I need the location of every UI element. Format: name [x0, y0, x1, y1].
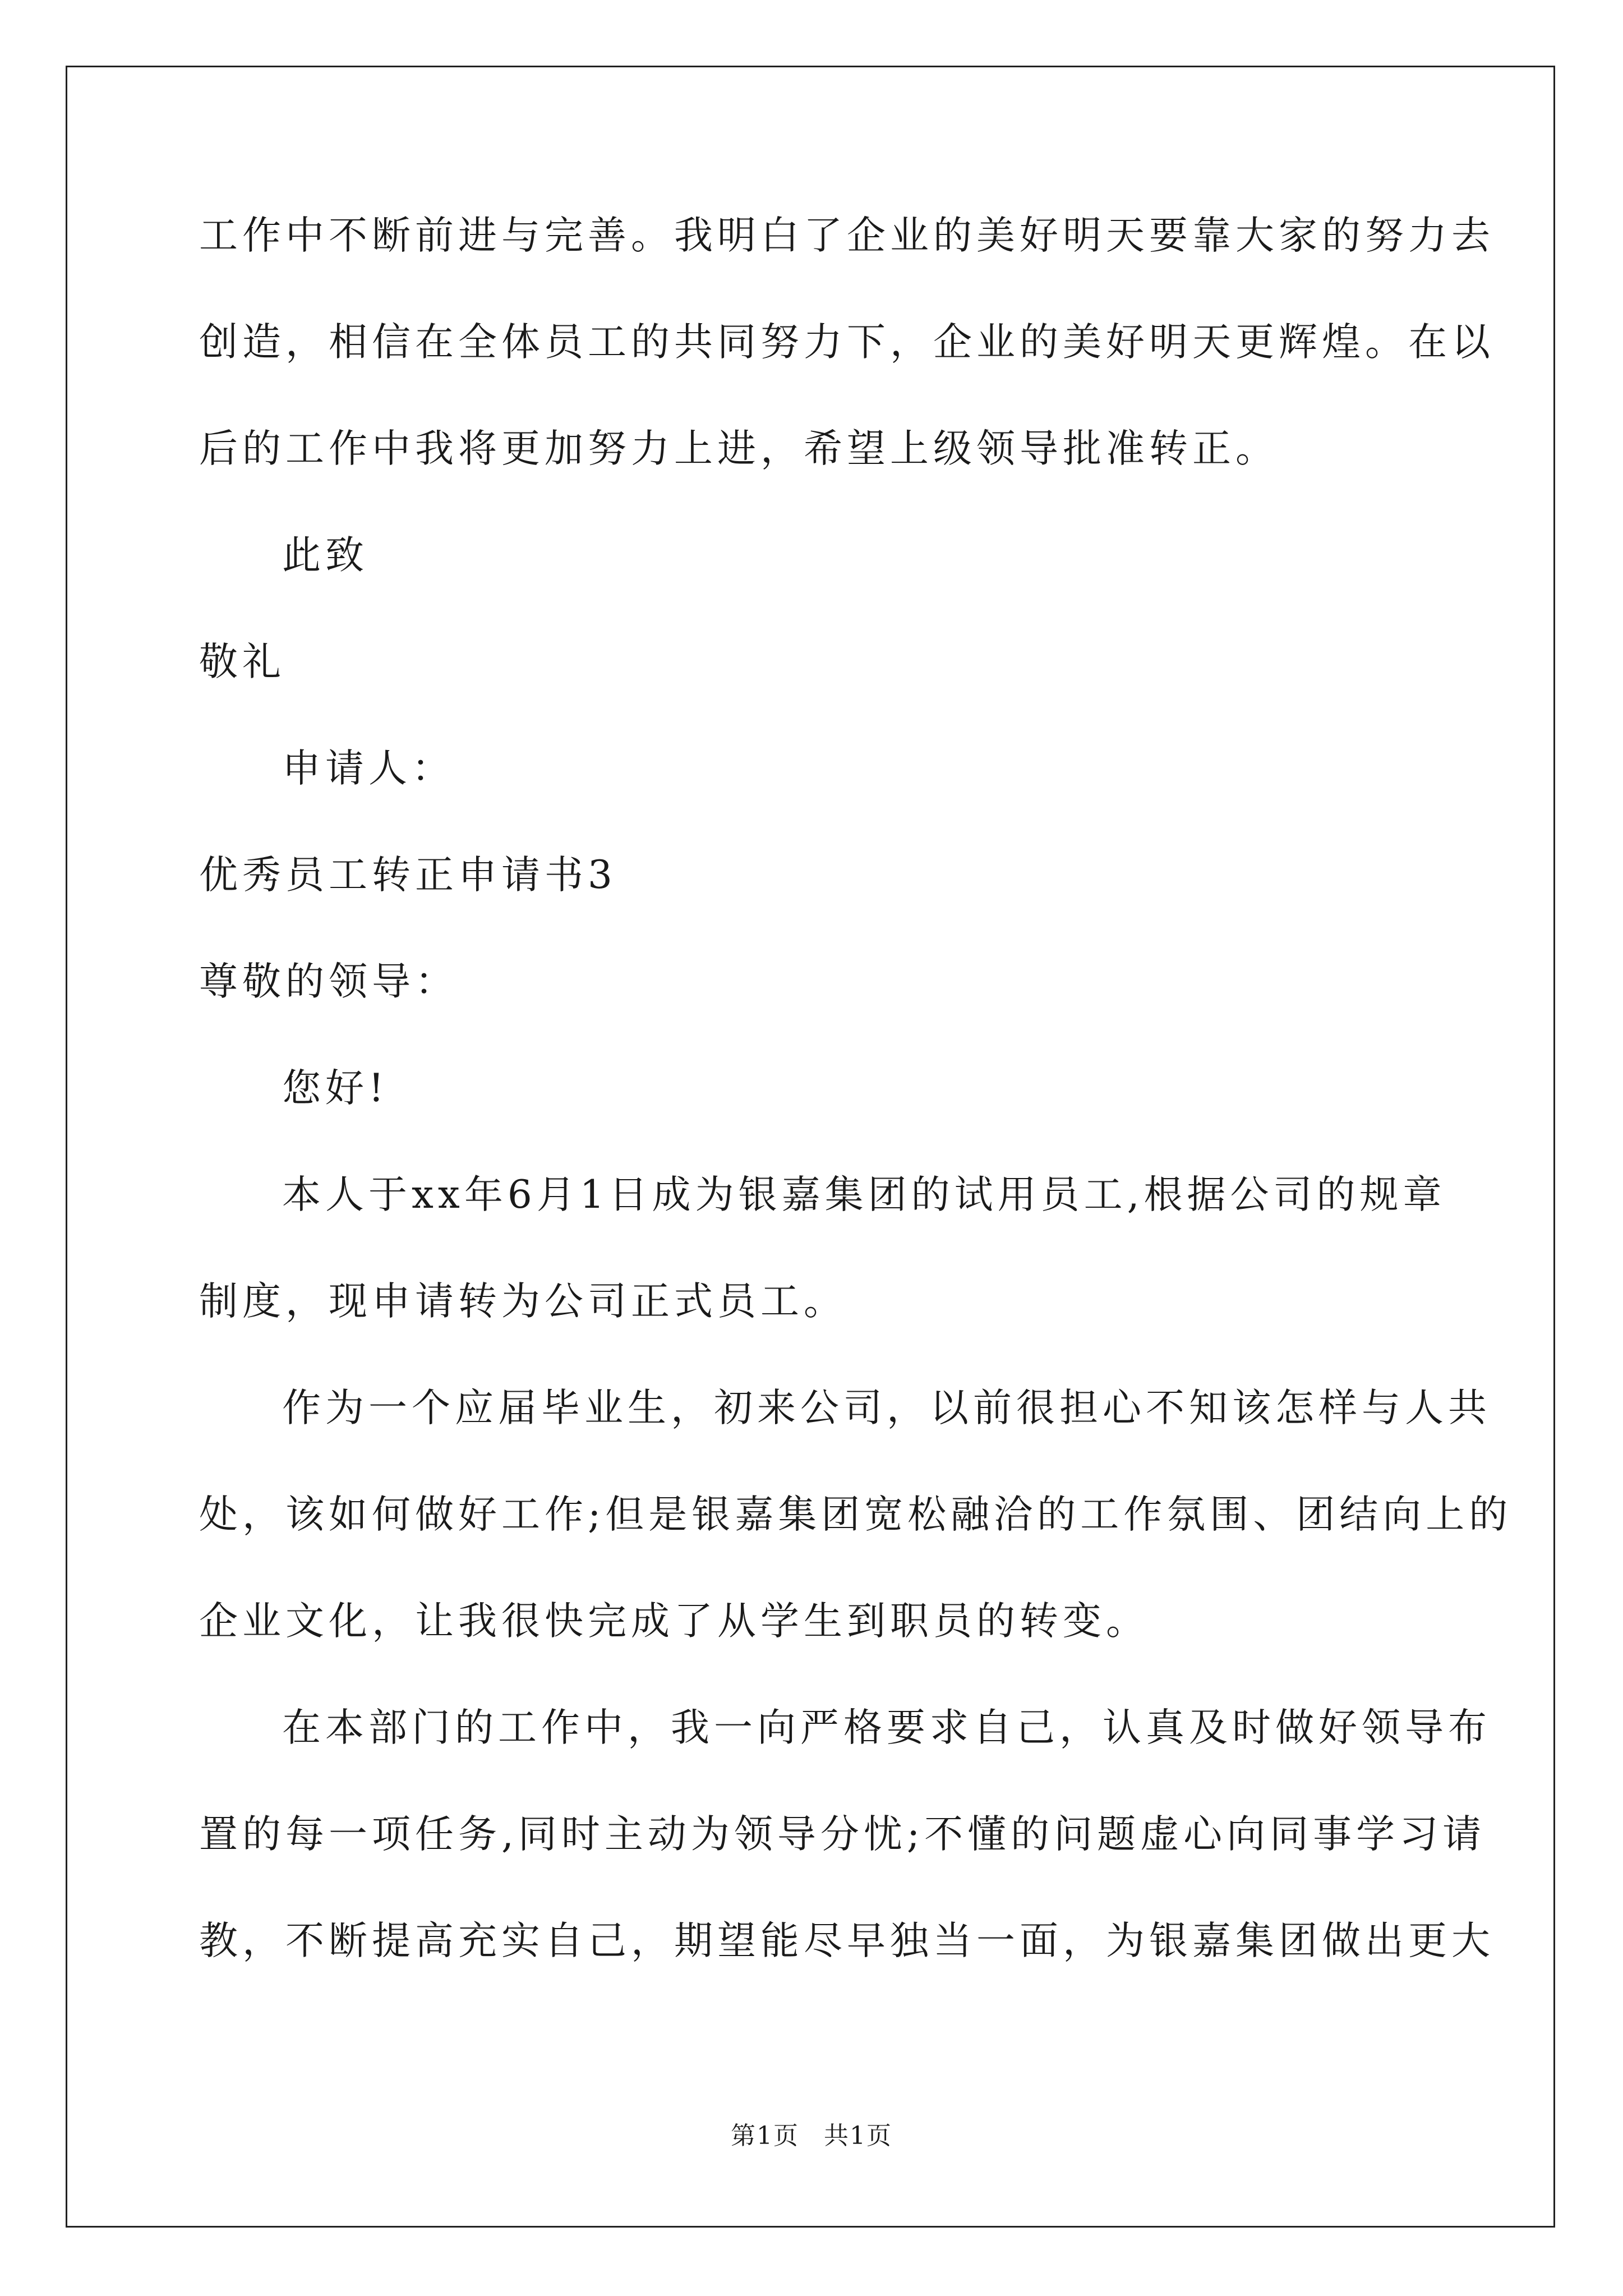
section-title: 优秀员工转正申请书3: [199, 853, 617, 898]
greeting: 尊敬的领导：: [199, 959, 458, 1004]
paragraph-line: 在本部门的工作中，我一向严格要求自己，认真及时做好领导布: [282, 1705, 1491, 1750]
paragraph-line: 本人于xx年6月1日成为银嘉集团的试用员工,根据公司的规章: [282, 1172, 1446, 1217]
paragraph-line: 制度，现申请转为公司正式员工。: [199, 1279, 847, 1324]
page-footer: [0, 2119, 1623, 2153]
paragraph-line: 企业文化，让我很快完成了从学生到职员的转变。: [199, 1599, 1149, 1644]
page-number: 第1页: [731, 2122, 799, 2150]
applicant-label: 申请人：: [282, 746, 455, 791]
paragraph-line: 置的每一项任务,同时主动为领导分忧;不懂的问题虚心向同事学习请: [199, 1812, 1486, 1857]
paragraph-line: 作为一个应届毕业生，初来公司，以前很担心不知该怎样与人共: [282, 1386, 1491, 1430]
paragraph-line: 处，该如何做好工作;但是银嘉集团宽松融洽的工作氛围、团结向上的: [199, 1492, 1513, 1537]
paragraph-line: 工作中不断前进与完善。我明白了企业的美好明天要靠大家的努力去: [199, 213, 1495, 258]
page-total: 共1页: [824, 2122, 892, 2150]
closing-regards: 敬礼: [199, 639, 285, 684]
paragraph-line: 教，不断提高充实自己，期望能尽早独当一面，为银嘉集团做出更大: [199, 1918, 1495, 1963]
paragraph-line: 创造，相信在全体员工的共同努力下，企业的美好明天更辉煌。在以: [199, 320, 1495, 365]
closing-salutation: 此致: [282, 533, 368, 578]
paragraph-line: 后的工作中我将更加努力上进，希望上级领导批准转正。: [199, 426, 1279, 471]
greeting-hello: 您好!: [282, 1066, 389, 1111]
page-border: [66, 66, 1555, 2228]
